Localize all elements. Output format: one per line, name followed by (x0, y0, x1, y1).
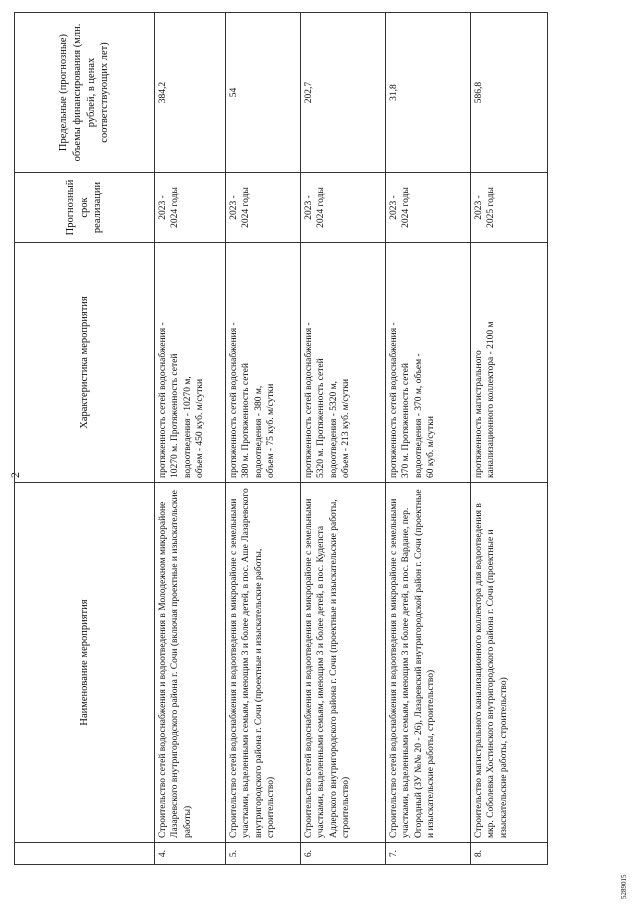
row-desc (155, 243, 226, 483)
desc-line: протяженность сетей водоснабжения - (158, 322, 168, 478)
desc-line: водоотведения - 370 м, объем - (413, 353, 424, 478)
row-desc (226, 243, 301, 483)
row-term (226, 173, 301, 243)
desc-line: протяженность сетей водоснабжения - (229, 322, 239, 478)
term-line: 2024 годы (170, 187, 181, 228)
table-row (226, 13, 301, 865)
row-num: 6. (301, 843, 386, 865)
desc-line: протяженность сетей водоснабжения - (304, 322, 314, 478)
table-row (301, 13, 386, 865)
row-desc (301, 243, 386, 483)
row-money: 586,8 (471, 13, 548, 173)
desc-line: 10270 м. Протяженность сетей (170, 353, 181, 478)
page-number: 2 (8, 472, 22, 478)
row-term (386, 173, 471, 243)
desc-line: объем - 213 куб. м/сутки (341, 378, 352, 478)
row-num: 7. (386, 843, 471, 865)
row-name: Строительство сетей водоснабжения и водоотведения в микрорайоне с земельными участками, выделенными семьям, имеющим 3 и более детей, в пос. Аше Лазаревского внутригородского района г. Сочи (проектные и изыскательские работы, строительство) (226, 483, 301, 843)
row-name: Строительство сетей водоснабжения и водоотведения в микрорайоне с земельными участками, выделенными семьям, имеющим 3 и более детей, в пос. Вардане, пер. Огородный (ЗУ №№ 20 - 26), Лазаревский внутригородской район г. Сочи (проектные и изыскательские работы, строительство) (386, 483, 471, 843)
header-term: Прогнозный срок реализации (15, 173, 155, 243)
desc-line: 380 м. Протяженность сетей (241, 363, 252, 478)
row-term (471, 173, 548, 243)
term-line: 2023 - (229, 195, 239, 220)
header-money: Предельные (прогнозные) объемы финансирования (млн. рублей, в ценах соответствующих лет) (15, 13, 155, 173)
desc-line: водоотведения - 5320 м, (328, 380, 339, 478)
desc-line: объем - 450 куб. м/сутки (195, 378, 206, 478)
term-line: 2023 - (474, 195, 484, 220)
desc-line: водоотведения - 380 м, (253, 385, 264, 478)
term-line: 2024 годы (241, 187, 252, 228)
table-row (471, 13, 548, 865)
header-desc: Характеристика мероприятия (15, 243, 155, 483)
document-code: 5289015 (620, 874, 628, 899)
row-term (301, 173, 386, 243)
row-name: Строительство сетей водоснабжения и водоотведения в Молодежном микрорайоне Лазаревского внутригородского района г. Сочи (включая проектные и изыскательские работы) (155, 483, 226, 843)
row-num: 5. (226, 843, 301, 865)
desc-line: протяженность магистрального (474, 350, 484, 478)
term-line: 2024 годы (316, 187, 327, 228)
row-name: Строительство магистрального канализационного коллектора для водоотведения в мкр. Соболевка Хостинского внутригородского района г. Сочи (проектные и изыскательские работы, строительство) (471, 483, 548, 843)
row-money: 202,7 (301, 13, 386, 173)
desc-line: протяженность сетей водоснабжения - (389, 322, 399, 478)
row-name: Строительство сетей водоснабжения и водоотведения в микрорайоне с земельными участками, выделенными семьям, имеющим 3 и более детей, в пос. Кудепста Адлерского внутригородского района г. Сочи (проектные и изыскательские работы, строительство) (301, 483, 386, 843)
measures-table (14, 12, 548, 865)
header-name: Наименование мероприятия (15, 483, 155, 843)
desc-line: водоотведения - 10270 м, (182, 376, 193, 478)
row-desc (471, 243, 548, 483)
desc-line: канализационного коллектора - 2100 м (486, 321, 497, 478)
desc-line: 5320 м. Протяженность сетей (316, 358, 327, 478)
term-line: 2023 - (389, 195, 399, 220)
term-line: 2023 - (158, 195, 168, 220)
row-money: 384,2 (155, 13, 226, 173)
desc-line: объем - 75 куб. м/сутки (266, 383, 277, 478)
table-row (386, 13, 471, 865)
desc-line: 370 м. Протяженность сетей (401, 363, 412, 478)
term-line: 2025 годы (486, 187, 497, 228)
term-line: 2024 годы (401, 187, 412, 228)
row-desc (386, 243, 471, 483)
row-money: 31,8 (386, 13, 471, 173)
table-row (155, 13, 226, 865)
term-line: 2023 - (304, 195, 314, 220)
row-num: 8. (471, 843, 548, 865)
table-header-row (15, 13, 155, 865)
header-num (15, 843, 155, 865)
desc-line: 60 куб. м/сутки (426, 416, 437, 478)
row-term (155, 173, 226, 243)
row-money: 54 (226, 13, 301, 173)
row-num: 4. (155, 843, 226, 865)
